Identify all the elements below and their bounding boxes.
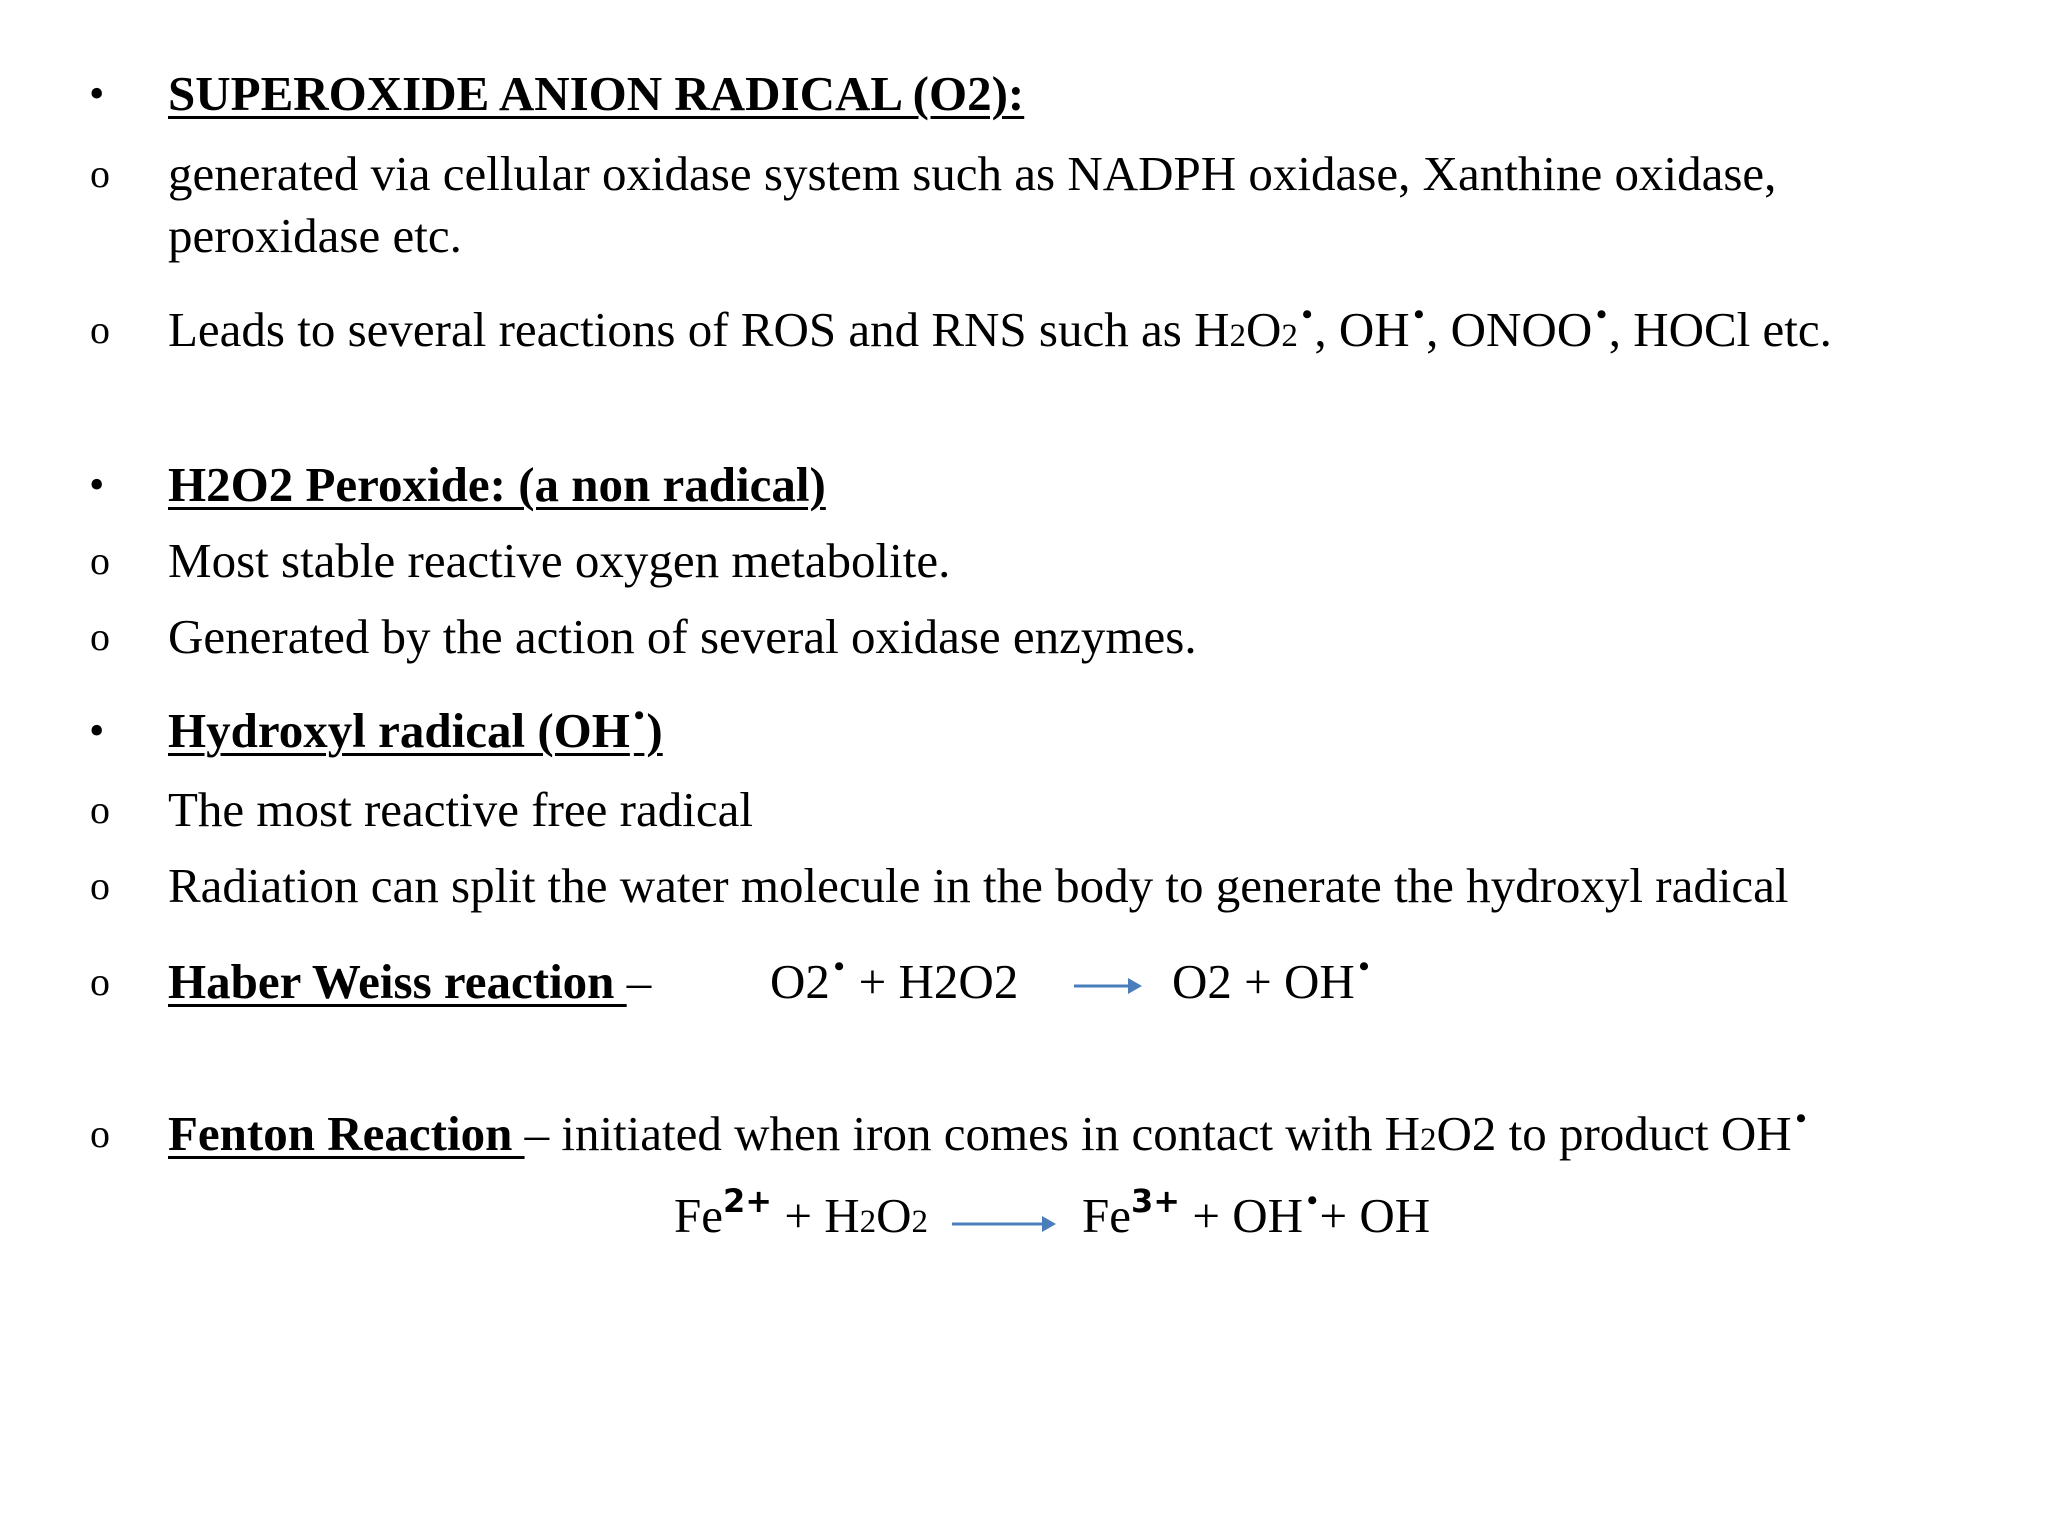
sub-bullet-marker: o [90, 307, 110, 352]
sub-bullet-marker: o [90, 538, 110, 583]
fenton-fe: Fe [674, 1188, 723, 1243]
radical-dot: • [1301, 298, 1313, 331]
fenton-sub1: 2 [1419, 1122, 1437, 1158]
superoxide-point1-line2 [0, 206, 2048, 286]
radical-dot: • [1358, 950, 1370, 983]
haber-left2: + H2O2 [846, 954, 1019, 1009]
hydroxyl-point1-line [0, 780, 2048, 860]
fenton-label: Fenton Reaction [168, 1106, 525, 1161]
fenton-plus: + H [772, 1188, 860, 1243]
fenton-text2: O2 to product OH [1436, 1106, 1792, 1161]
fenton-equation-line [0, 1182, 2048, 1266]
fenton-arrow-icon [950, 1204, 1060, 1240]
sub-bullet-marker: o [90, 787, 110, 832]
fenton-line [0, 1104, 2048, 1184]
haber-weiss-left-side [770, 952, 1018, 1019]
fenton-equation-left [674, 1182, 928, 1252]
bullet-marker: • [89, 706, 105, 755]
point2-onoo: , ONOO [1426, 302, 1593, 357]
radical-dot: • [1307, 1184, 1318, 1217]
point2-oh: , OH [1314, 302, 1410, 357]
fenton-products1: + OH [1180, 1188, 1303, 1243]
hydroxyl-heading [168, 701, 663, 768]
fenton-equation-right [1082, 1182, 1431, 1253]
fenton-products2: + OH [1319, 1188, 1431, 1243]
hydroxyl-heading-line [0, 701, 2048, 781]
sub-bullet-marker: o [90, 959, 110, 1004]
sub-bullet-marker: o [90, 151, 110, 196]
superoxide-point1-text-cont: peroxidase etc. [168, 208, 462, 263]
peroxide-point2-text: Generated by the action of several oxidase enzymes. [168, 609, 1197, 664]
point2-sub2: 2 [1281, 318, 1298, 354]
hydroxyl-point2-line [0, 856, 2048, 936]
sub-bullet-marker: o [90, 614, 110, 659]
point2-sub1: 2 [1229, 318, 1246, 354]
point2-o: O [1245, 302, 1282, 357]
haber-weiss-label: Haber Weiss reaction [168, 954, 627, 1009]
superoxide-point2-line [0, 300, 2048, 380]
sub-bullet-marker: o [90, 863, 110, 908]
peroxide-point2-line [0, 607, 2048, 687]
bullet-marker: • [89, 69, 105, 118]
radical-dot: • [833, 950, 845, 983]
peroxide-heading-line [0, 455, 2048, 535]
haber-left1: O2 [770, 954, 830, 1009]
radical-dot: • [1795, 1102, 1807, 1135]
fenton-eq-sub1: 2 [859, 1204, 877, 1240]
hydroxyl-point1-text: The most reactive free radical [168, 782, 753, 837]
fenton-text [168, 1104, 1808, 1171]
radical-dot: • [1413, 298, 1425, 331]
haber-right: O2 + OH [1172, 954, 1355, 1009]
fenton-sup3: 3+ [1131, 1182, 1181, 1220]
hydroxyl-heading-post: ) [646, 703, 663, 758]
hydroxyl-point2-text: Radiation can split the water molecule in the body to generate the hydroxyl radical [168, 858, 1789, 913]
bullet-marker: • [89, 460, 105, 509]
fenton-eq-sub2: 2 [911, 1204, 928, 1240]
haber-weiss-dash: – [626, 954, 652, 1009]
fenton-eq-o: O [876, 1188, 912, 1243]
radical-dot: • [633, 699, 645, 732]
superoxide-point1-text: generated via cellular oxidase system such as NADPH oxidase, Xanthine oxidase, [168, 146, 1777, 201]
peroxide-point1-text: Most stable reactive oxygen metabolite. [168, 533, 951, 588]
point2-end: , HOCl etc. [1608, 302, 1832, 357]
point2-prefix: Leads to several reactions of ROS and RNS such as [168, 302, 1195, 357]
radical-dot: • [1596, 298, 1607, 331]
fenton-sup2: 2+ [723, 1182, 773, 1220]
superoxide-heading: SUPEROXIDE ANION RADICAL (O2): [168, 66, 1025, 121]
haber-weiss-label-group [168, 952, 651, 1012]
sub-bullet-marker: o [90, 1111, 110, 1156]
fenton-fe3: Fe [1082, 1188, 1131, 1243]
hydroxyl-heading-pre: Hydroxyl radical (OH [168, 703, 630, 758]
haber-weiss-arrow-icon [1072, 966, 1144, 1002]
peroxide-point1-line [0, 531, 2048, 611]
haber-weiss-right-side [1172, 952, 1371, 1019]
superoxide-heading-line [0, 64, 2048, 144]
peroxide-heading: H2O2 Peroxide: (a non radical) [168, 457, 826, 512]
haber-weiss-line [0, 952, 2048, 1032]
superoxide-point2-text [168, 300, 1832, 367]
fenton-text1: – initiated when iron comes in contact with H [524, 1106, 1420, 1161]
point2-h: H [1194, 302, 1230, 357]
